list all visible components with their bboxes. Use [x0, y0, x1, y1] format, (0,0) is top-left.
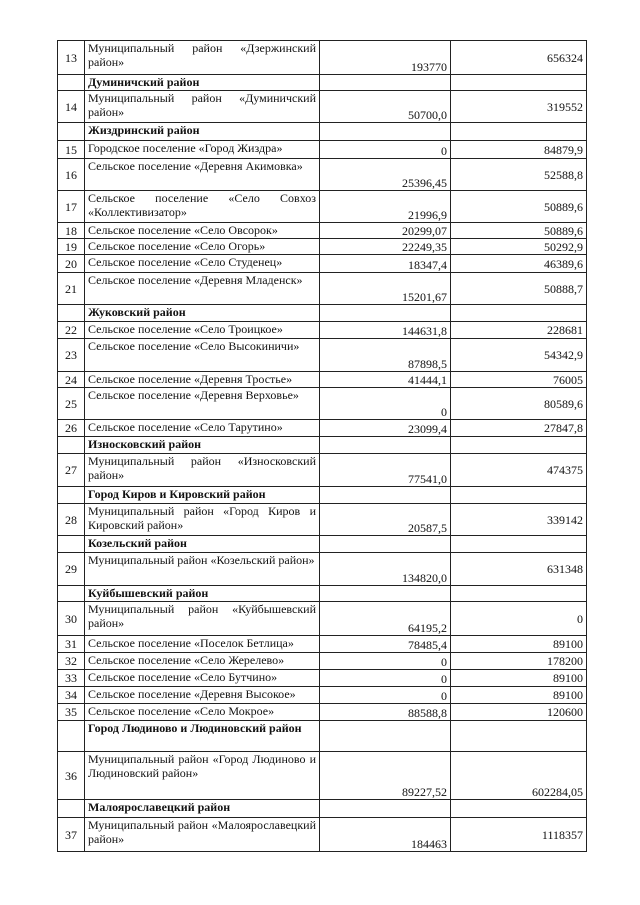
value-1: 78485,4: [320, 636, 451, 653]
district-name: Малоярославецкий район: [85, 800, 320, 818]
value-1: 184463: [320, 818, 451, 852]
municipality-name: Сельское поселение «Деревня Тростье»: [85, 372, 320, 388]
district-name: Думиничский район: [85, 75, 320, 91]
value-1: 22249,35: [320, 239, 451, 255]
value-2: 319552: [451, 91, 587, 123]
table-row: [58, 91, 587, 123]
value-2: 89100: [451, 636, 587, 653]
table-row: [58, 454, 587, 487]
municipality-name: Муниципальный район «Козельский район»: [85, 553, 320, 586]
table-row: [58, 322, 587, 339]
municipality-name: Муниципальный район «Куйбышевский район»: [85, 602, 320, 636]
value-2: 50888,7: [451, 273, 587, 305]
value-2-cell: [451, 123, 587, 141]
value-1: 193770: [320, 41, 451, 75]
municipality-name: Сельское поселение «Деревня Младенск»: [85, 273, 320, 305]
district-name: Жуковский район: [85, 305, 320, 322]
table-row: [58, 388, 587, 420]
row-number: 16: [58, 159, 85, 191]
value-1-cell: [320, 437, 451, 454]
row-number: 17: [58, 191, 85, 223]
value-2-cell: [451, 536, 587, 553]
table-row: [58, 239, 587, 255]
value-2: 1118357: [451, 818, 587, 852]
value-1: 15201,67: [320, 273, 451, 305]
value-2: 50292,9: [451, 239, 587, 255]
row-number-cell: [58, 536, 85, 553]
value-2-cell: [451, 437, 587, 454]
row-number: 13: [58, 41, 85, 75]
value-2: 228681: [451, 322, 587, 339]
municipality-name: Сельское поселение «Деревня Верховье»: [85, 388, 320, 420]
value-2-cell: [451, 586, 587, 602]
value-2: 656324: [451, 41, 587, 75]
value-1: 0: [320, 687, 451, 704]
district-header-row: [58, 721, 587, 752]
district-header-row: [58, 75, 587, 91]
municipality-name: Сельское поселение «Село Тарутино»: [85, 420, 320, 437]
row-number: 37: [58, 818, 85, 852]
municipality-name: Муниципальный район «Город Киров и Кировский район»: [85, 504, 320, 536]
row-number: 23: [58, 339, 85, 372]
value-2: 0: [451, 602, 587, 636]
budget-table: [57, 40, 587, 852]
value-2-cell: [451, 305, 587, 322]
row-number: 15: [58, 141, 85, 159]
table-row: [58, 255, 587, 273]
row-number: 31: [58, 636, 85, 653]
municipality-name: Сельское поселение «Село Овсорок»: [85, 223, 320, 239]
row-number-cell: [58, 721, 85, 752]
municipality-name: Сельское поселение «Село Жерелево»: [85, 653, 320, 670]
value-2: 120600: [451, 704, 587, 721]
table-row: [58, 372, 587, 388]
value-2-cell: [451, 800, 587, 818]
district-header-row: [58, 800, 587, 818]
value-2: 54342,9: [451, 339, 587, 372]
value-2: 50889,6: [451, 223, 587, 239]
municipality-name: Городское поселение «Город Жиздра»: [85, 141, 320, 159]
table-row: [58, 41, 587, 75]
value-1: 89227,52: [320, 752, 451, 800]
table-row: [58, 553, 587, 586]
row-number-cell: [58, 800, 85, 818]
row-number-cell: [58, 437, 85, 454]
row-number: 35: [58, 704, 85, 721]
table-body: [58, 41, 587, 852]
value-2: 89100: [451, 687, 587, 704]
value-1-cell: [320, 487, 451, 504]
value-1: 0: [320, 388, 451, 420]
municipality-name: Муниципальный район «Износковский район»: [85, 454, 320, 487]
value-1-cell: [320, 75, 451, 91]
municipality-name: Муниципальный район «Дзержинский район»: [85, 41, 320, 75]
row-number-cell: [58, 487, 85, 504]
value-1: 18347,4: [320, 255, 451, 273]
value-1-cell: [320, 123, 451, 141]
table-row: [58, 273, 587, 305]
value-1: 144631,8: [320, 322, 451, 339]
municipality-name: Сельское поселение «Село Троицкое»: [85, 322, 320, 339]
value-1-cell: [320, 586, 451, 602]
district-name: Износковский район: [85, 437, 320, 454]
district-name: Город Киров и Кировский район: [85, 487, 320, 504]
value-2: 50889,6: [451, 191, 587, 223]
value-2: 80589,6: [451, 388, 587, 420]
municipality-name: Сельское поселение «Село Бутчино»: [85, 670, 320, 687]
district-header-row: [58, 437, 587, 454]
row-number: 22: [58, 322, 85, 339]
value-2: 27847,8: [451, 420, 587, 437]
row-number-cell: [58, 305, 85, 322]
value-2: 76005: [451, 372, 587, 388]
row-number: 33: [58, 670, 85, 687]
row-number: 19: [58, 239, 85, 255]
value-2-cell: [451, 75, 587, 91]
row-number-cell: [58, 75, 85, 91]
value-1: 88588,8: [320, 704, 451, 721]
table-row: [58, 602, 587, 636]
value-1-cell: [320, 800, 451, 818]
value-1: 25396,45: [320, 159, 451, 191]
table-row: [58, 504, 587, 536]
value-1: 0: [320, 670, 451, 687]
value-1: 134820,0: [320, 553, 451, 586]
municipality-name: Муниципальный район «Малоярославецкий район»: [85, 818, 320, 852]
row-number: 26: [58, 420, 85, 437]
row-number: 25: [58, 388, 85, 420]
row-number: 18: [58, 223, 85, 239]
table-row: [58, 141, 587, 159]
value-2: 89100: [451, 670, 587, 687]
row-number-cell: [58, 586, 85, 602]
value-1-cell: [320, 721, 451, 752]
municipality-name: Сельское поселение «Село Мокрое»: [85, 704, 320, 721]
row-number: 34: [58, 687, 85, 704]
district-name: Жиздринский район: [85, 123, 320, 141]
municipality-name: Муниципальный район «Думиничский район»: [85, 91, 320, 123]
row-number: 20: [58, 255, 85, 273]
value-2: 339142: [451, 504, 587, 536]
value-1-cell: [320, 305, 451, 322]
municipality-name: Сельское поселение «Деревня Высокое»: [85, 687, 320, 704]
table-row: [58, 159, 587, 191]
value-2: 178200: [451, 653, 587, 670]
district-header-row: [58, 586, 587, 602]
value-1: 21996,9: [320, 191, 451, 223]
row-number: 28: [58, 504, 85, 536]
table-row: [58, 223, 587, 239]
row-number: 30: [58, 602, 85, 636]
value-2: 602284,05: [451, 752, 587, 800]
municipality-name: Сельское поселение «Село Огорь»: [85, 239, 320, 255]
value-2: 84879,9: [451, 141, 587, 159]
value-1: 64195,2: [320, 602, 451, 636]
value-2: 631348: [451, 553, 587, 586]
table-row: [58, 653, 587, 670]
municipality-name: Муниципальный район «Город Людиново и Людиновский район»: [85, 752, 320, 800]
value-1: 0: [320, 141, 451, 159]
value-1: 41444,1: [320, 372, 451, 388]
district-name: Куйбышевский район: [85, 586, 320, 602]
municipality-name: Сельское поселение «Село Совхоз «Коллективизатор»: [85, 191, 320, 223]
table-row: [58, 704, 587, 721]
value-2: 46389,6: [451, 255, 587, 273]
row-number: 29: [58, 553, 85, 586]
table-row: [58, 636, 587, 653]
row-number: 14: [58, 91, 85, 123]
district-name: Город Людиново и Людиновский район: [85, 721, 320, 752]
row-number: 36: [58, 752, 85, 800]
municipality-name: Сельское поселение «Село Студенец»: [85, 255, 320, 273]
value-1: 0: [320, 653, 451, 670]
row-number: 27: [58, 454, 85, 487]
row-number: 32: [58, 653, 85, 670]
value-1: 77541,0: [320, 454, 451, 487]
row-number-cell: [58, 123, 85, 141]
value-2-cell: [451, 487, 587, 504]
table-row: [58, 191, 587, 223]
municipality-name: Сельское поселение «Поселок Бетлица»: [85, 636, 320, 653]
table-row: [58, 339, 587, 372]
row-number: 21: [58, 273, 85, 305]
value-2: 474375: [451, 454, 587, 487]
value-1: 20587,5: [320, 504, 451, 536]
district-header-row: [58, 487, 587, 504]
district-header-row: [58, 123, 587, 141]
table-row: [58, 687, 587, 704]
municipality-name: Сельское поселение «Деревня Акимовка»: [85, 159, 320, 191]
value-2: 52588,8: [451, 159, 587, 191]
value-1: 20299,07: [320, 223, 451, 239]
table-row: [58, 670, 587, 687]
value-2-cell: [451, 721, 587, 752]
table-row: [58, 420, 587, 437]
row-number: 24: [58, 372, 85, 388]
value-1: 50700,0: [320, 91, 451, 123]
table-row: [58, 818, 587, 852]
value-1-cell: [320, 536, 451, 553]
municipality-name: Сельское поселение «Село Высокиничи»: [85, 339, 320, 372]
district-header-row: [58, 305, 587, 322]
district-name: Козельский район: [85, 536, 320, 553]
value-1: 87898,5: [320, 339, 451, 372]
table-row: [58, 752, 587, 800]
district-header-row: [58, 536, 587, 553]
value-1: 23099,4: [320, 420, 451, 437]
